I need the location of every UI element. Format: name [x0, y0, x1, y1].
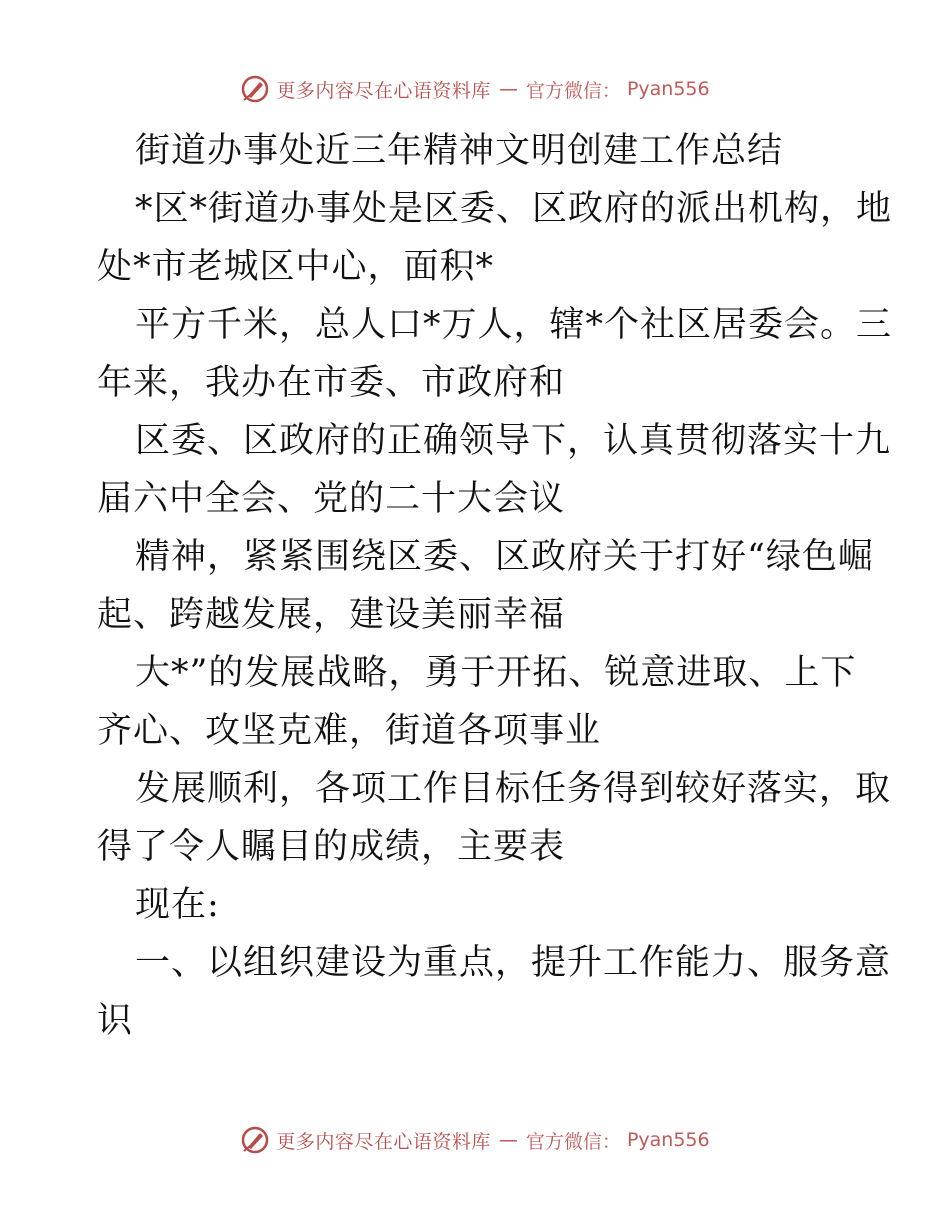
- section-heading-continued: 识: [97, 1001, 134, 1041]
- watermark-label: 官方微信：: [525, 1130, 621, 1153]
- pen-circle-logo-icon: [240, 74, 270, 104]
- header-watermark: [0, 74, 950, 104]
- paragraph-line: 现在:: [135, 885, 220, 925]
- paragraph-line: 精神，紧紧围绕区委、区政府关于打好“绿色崛: [135, 537, 874, 577]
- pen-circle-logo-icon: [240, 1125, 270, 1155]
- paragraph-line: 届六中全会、党的二十大会议: [97, 479, 566, 519]
- watermark-prefix: 更多内容尽在心语资料库: [276, 1130, 491, 1153]
- watermark-id: Pyan556: [626, 1129, 710, 1151]
- watermark-dash: —: [498, 1129, 518, 1151]
- watermark-prefix: 更多内容尽在心语资料库: [276, 79, 491, 102]
- section-heading: 一、以组织建设为重点，提升工作能力、服务意: [135, 943, 892, 983]
- watermark-dash: —: [498, 78, 518, 100]
- paragraph-line: 大*”的发展战略，勇于开拓、锐意进取、上下: [135, 653, 857, 693]
- paragraph-line: 起、跨越发展，建设美丽幸福: [97, 595, 566, 635]
- watermark-label: 官方微信：: [525, 79, 621, 102]
- document-title: 街道办事处近三年精神文明创建工作总结: [135, 131, 784, 171]
- document-body: [97, 122, 893, 1050]
- paragraph-line: *区*街道办事处是区委、区政府的派出机构，地: [135, 189, 893, 229]
- watermark-id: Pyan556: [626, 78, 710, 100]
- paragraph-line: 齐心、攻坚克难，街道各项事业: [97, 711, 602, 751]
- paragraph-line: 区委、区政府的正确领导下，认真贯彻落实十九: [135, 421, 892, 461]
- paragraph-line: 处*市老城区中心，面积*: [97, 247, 495, 287]
- paragraph-line: 发展顺利，各项工作目标任务得到较好落实，取: [135, 769, 892, 809]
- footer-watermark: [0, 1125, 950, 1155]
- paragraph-line: 得了令人瞩目的成绩，主要表: [97, 827, 566, 867]
- paragraph-line: 年来，我办在市委、市政府和: [97, 363, 566, 403]
- paragraph-line: 平方千米，总人口*万人，辖*个社区居委会。三: [135, 305, 893, 345]
